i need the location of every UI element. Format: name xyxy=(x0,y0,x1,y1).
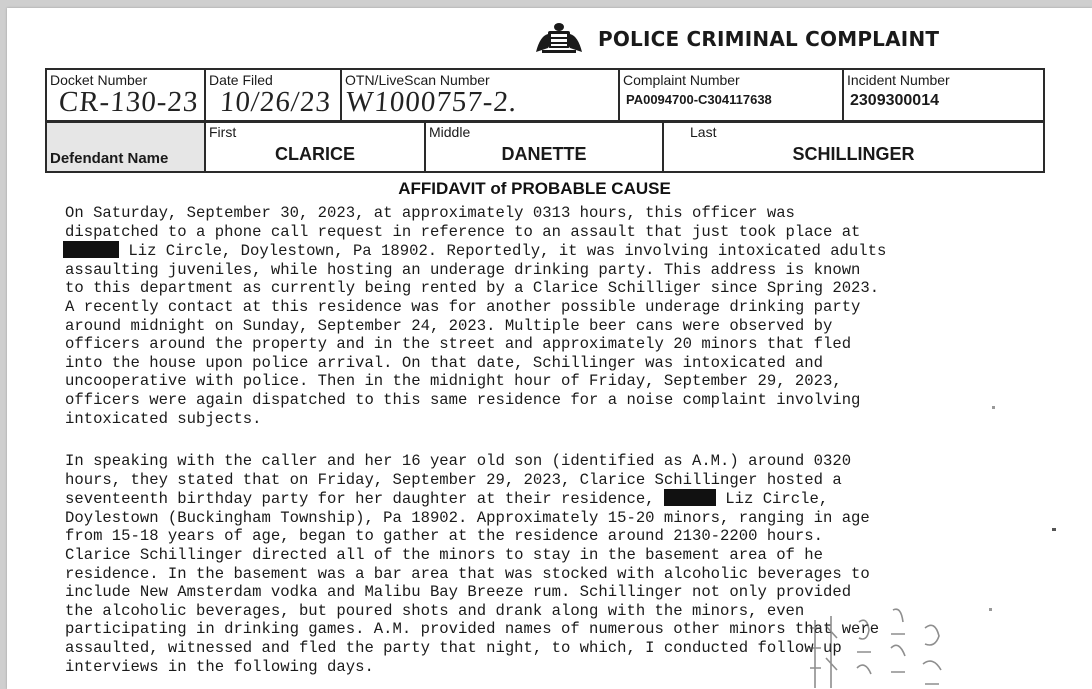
paragraph-line: In speaking with the caller and her 16 year old son (identified as A.M.) around 0320 xyxy=(65,452,852,470)
page-title: POLICE CRIMINAL COMPLAINT xyxy=(598,27,940,51)
paragraph-line: intoxicated subjects. xyxy=(65,409,262,428)
paragraph-line: uncooperative with police. Then in the midnight hour of Friday, September 29, 2023, xyxy=(65,372,842,391)
paragraph-line xyxy=(65,489,879,509)
first-name-cell xyxy=(205,122,425,172)
paragraph-line: participating in drinking games. A.M. provided names of numerous other minors that were xyxy=(65,620,880,639)
scan-speck xyxy=(992,406,995,409)
defendant-name-label-cell xyxy=(46,122,205,172)
defendant-name-table xyxy=(45,121,1045,173)
pennsylvania-seal-icon xyxy=(534,22,584,56)
middle-name-label: Middle xyxy=(429,124,471,140)
scan-speck xyxy=(989,608,992,611)
paragraph-line: On Saturday, September 30, 2023, at approximately 0313 hours, this officer was xyxy=(65,204,795,222)
paragraph-line: the alcoholic beverages, but poured shots and drank along with the minors, even xyxy=(65,601,805,620)
last-name-value: SCHILLINGER xyxy=(792,144,915,164)
otn-label: OTN/LiveScan Number xyxy=(345,72,490,88)
paragraph-line: to this department as currently being rented by a Clarice Schilliger since Spring 2023. xyxy=(65,279,880,298)
paragraph-line: into the house upon police arrival. On that date, Schillinger was intoxicated and xyxy=(65,353,823,372)
paragraph-line-text: Liz Circle, Doylestown, Pa 18902. Reportedly, it was involving intoxicated adults xyxy=(119,242,887,261)
complaint-number-label: Complaint Number xyxy=(623,72,740,88)
last-name-label: Last xyxy=(690,124,717,140)
paragraph-line-text: Liz Circle, xyxy=(715,490,829,509)
paragraph-line: Doylestown (Buckingham Township), Pa 18902. Approximately 15-20 minors, ranging in age xyxy=(65,508,870,527)
document-page xyxy=(7,8,1092,689)
complaint-number-value: PA0094700-C304117638 xyxy=(626,92,772,107)
docket-number-label: Docket Number xyxy=(50,72,148,88)
document-header xyxy=(534,22,939,56)
filing-stamp-mark xyxy=(807,608,957,689)
otn-value: W1000757-2. xyxy=(344,86,519,118)
middle-name-value: DANETTE xyxy=(501,144,587,164)
case-number-row xyxy=(46,69,1044,121)
date-filed-value: 10/26/23 xyxy=(218,86,333,118)
docket-number-value: CR-130-23 xyxy=(57,86,200,118)
docket-number-cell xyxy=(46,69,205,121)
paragraph-line: A recently contact at this residence was for another possible underage drinking party xyxy=(65,297,861,316)
paragraph-line: Clarice Schillinger directed all of the minors to stay in the basement area of he xyxy=(65,545,823,564)
first-name-value: CLARICE xyxy=(275,144,355,164)
paragraph-line: from 15-18 years of age, began to gather at the residence around 2130-2200 hours. xyxy=(65,527,823,546)
paragraph-line: residence. In the basement was a bar area that was stocked with alcoholic beverages to xyxy=(65,564,870,583)
incident-number-value: 2309300014 xyxy=(850,92,939,109)
complaint-number-cell xyxy=(619,69,843,121)
complaint-info-table xyxy=(45,68,1045,122)
paragraph-line: around midnight on Sunday, September 24, 2023. Multiple beer cans were observed by xyxy=(65,316,833,335)
defendant-name-label: Defendant Name xyxy=(50,150,169,167)
paragraph-line: officers around the property and in the street and approximately 20 minors that fled xyxy=(65,335,852,354)
incident-number-cell xyxy=(843,69,1044,121)
paragraph-line: include New Amsterdam vodka and Malibu Bay Breeze rum. Schillinger not only provided xyxy=(65,583,852,602)
affidavit-heading: AFFIDAVIT of PROBABLE CAUSE xyxy=(398,179,671,198)
paragraph-line xyxy=(65,241,886,261)
first-name-label: First xyxy=(209,124,237,140)
middle-name-cell xyxy=(425,122,663,172)
last-name-cell xyxy=(663,122,1044,172)
affidavit-paragraph-1 xyxy=(65,204,886,428)
paragraph-line: assaulting juveniles, while hosting an underage drinking party. This address is known xyxy=(65,260,861,279)
redaction-box xyxy=(664,489,716,506)
otn-cell xyxy=(341,69,619,121)
date-filed-cell xyxy=(205,69,341,121)
paragraph-line: interviews in the following days. xyxy=(65,657,374,676)
incident-number-label: Incident Number xyxy=(847,72,950,88)
redaction-box xyxy=(63,241,119,258)
paragraph-line: dispatched to a phone call request in reference to an assault that just took place at xyxy=(65,222,861,241)
scan-speck xyxy=(1052,528,1056,531)
paragraph-line: officers were again dispatched to this same residence for a noise complaint involving xyxy=(65,390,861,409)
affidavit-paragraph-2 xyxy=(65,452,879,676)
defendant-name-row xyxy=(46,122,1044,172)
paragraph-line: hours, they stated that on Friday, September 29, 2023, Clarice Schillinger hosted a xyxy=(65,470,842,489)
paragraph-line: assaulted, witnessed and fled the party that night, to which, I conducted follow up xyxy=(65,638,842,657)
paragraph-line-text: seventeenth birthday party for her daughter at their residence, xyxy=(65,490,664,509)
date-filed-label: Date Filed xyxy=(209,72,273,88)
